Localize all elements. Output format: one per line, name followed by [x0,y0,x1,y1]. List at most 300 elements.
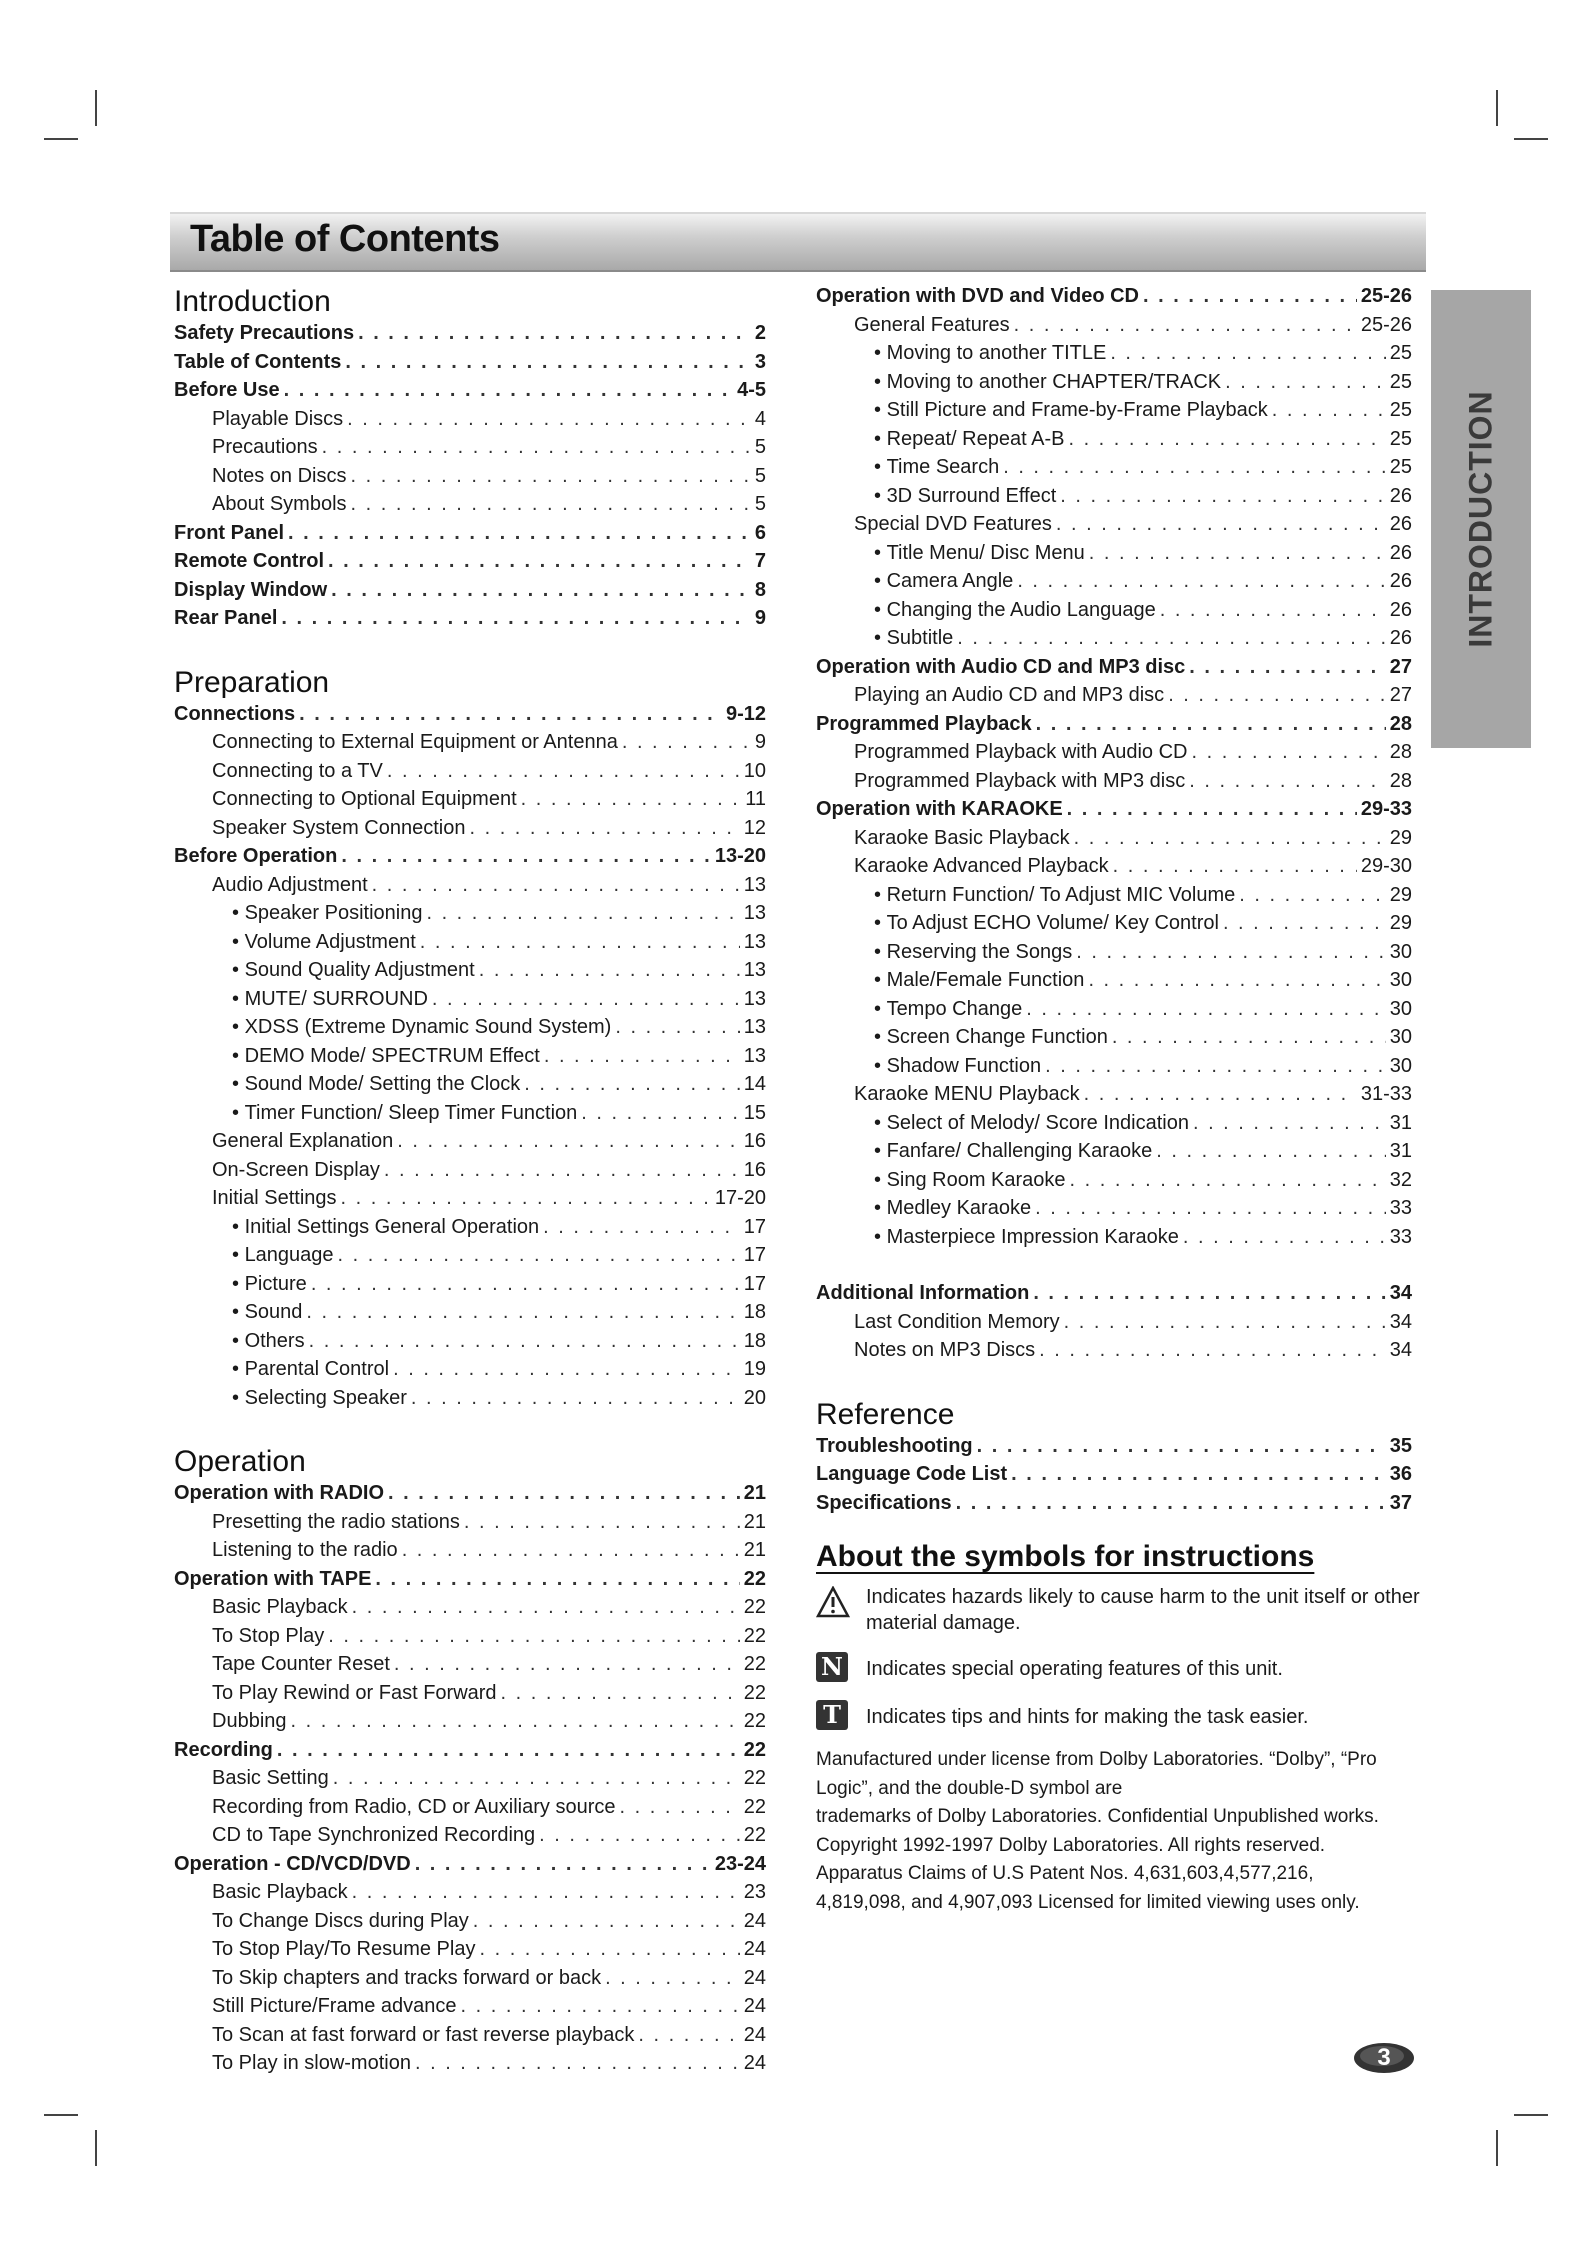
toc-entry[interactable] [174,1273,766,1302]
toc-dot-leader [1060,485,1385,508]
toc-entry-page: 36 [1389,1463,1412,1485]
toc-entry-page: 30 [1389,1026,1412,1048]
toc-entry-page: 23 [743,1881,766,1903]
toc-entry-title: Operation with Audio CD and MP3 disc [816,655,1186,678]
toc-entry[interactable] [816,285,1412,314]
toc-entry-page: 13 [743,959,766,981]
toc-entry-title: Connecting to Optional Equipment [212,788,517,810]
toc-entry[interactable] [174,1910,766,1939]
toc-entry-title: On-Screen Display [212,1158,380,1181]
toc-entry[interactable] [174,845,766,874]
toc-dot-leader [1003,456,1386,479]
toc-entry-page: 26 [1389,513,1412,535]
section-side-tab [1431,290,1531,748]
toc-entry[interactable] [816,1226,1412,1255]
toc-entry-title: Before Operation [174,845,338,867]
toc-entry-title: • Picture [232,1273,307,1296]
toc-entry-title: Initial Settings [212,1187,337,1209]
toc-dot-leader [638,2024,739,2047]
toc-entry[interactable] [816,1140,1412,1169]
toc-entry[interactable] [816,1055,1412,1084]
toc-dot-leader [1035,1197,1386,1220]
toc-entry[interactable] [174,1710,766,1739]
toc-entry-page: 3 [754,350,766,373]
toc-dot-leader [620,1796,740,1819]
toc-entry-title: To Change Discs during Play [212,1909,469,1932]
toc-entry[interactable] [174,1853,766,1882]
toc-section [174,285,766,636]
toc-section [816,1282,1412,1368]
symbol-row [816,1698,1424,1732]
toc-entry[interactable] [816,969,1412,998]
toc-entry[interactable] [174,1187,766,1216]
toc-entry-title: About Symbols [212,493,347,515]
toc-entry-page: 23-24 [714,1852,766,1875]
toc-entry-title: Safety Precautions [174,322,355,344]
symbols-section [816,1540,1424,1917]
side-tab-label: INTRODUCTION [1462,390,1499,648]
toc-dot-leader [1033,1282,1385,1305]
toc-section-heading: Introduction [174,285,331,318]
toc-dot-leader [277,1739,740,1762]
toc-entry-title: Additional Information [816,1282,1030,1304]
toc-entry-page: 14 [743,1073,766,1095]
toc-entry[interactable] [174,1482,766,1511]
toc-entry-page: 8 [754,578,766,601]
toc-entry[interactable] [174,1387,766,1416]
toc-dot-leader [1084,1083,1357,1106]
toc-left-column [174,285,766,2081]
page-number: 3 [1377,2044,1391,2071]
toc-entry[interactable] [174,1330,766,1359]
toc-dot-leader [521,788,742,811]
toc-dot-leader [1110,342,1385,365]
toc-entry-page: 17 [743,1215,766,1238]
crop-mark [95,90,97,126]
toc-entry-page: 27 [1389,655,1412,678]
toc-entry[interactable] [816,1492,1412,1521]
toc-entry-page: 32 [1389,1168,1412,1191]
toc-entry-title: • Masterpiece Impression Karaoke [874,1226,1179,1249]
toc-entry[interactable] [816,1197,1412,1226]
toc-entry[interactable] [174,902,766,931]
toc-entry[interactable] [174,579,766,608]
toc-entry-title: To Skip chapters and tracks forward or back [212,1966,602,1989]
toc-entry[interactable] [174,522,766,551]
toc-entry-page: 4-5 [737,379,766,401]
toc-dot-leader [352,1596,740,1619]
toc-entry[interactable] [174,379,766,408]
toc-entry[interactable] [816,513,1412,542]
toc-dot-leader [1168,684,1386,707]
toc-entry[interactable] [816,1435,1412,1464]
toc-entry-title: Operation with RADIO [174,1482,384,1504]
toc-entry-title: Listening to the radio [212,1539,398,1561]
toc-entry[interactable] [816,485,1412,514]
toc-entry[interactable] [816,656,1412,685]
dolby-line: Manufactured under license from Dolby Laboratories. “Dolby”, “Pro [816,1749,1377,1770]
toc-dot-leader [1156,1140,1385,1163]
toc-dot-leader [615,1016,739,1039]
toc-entry-title: Basic Playback [212,1596,348,1618]
toc-entry-page: 13 [743,1044,766,1067]
toc-entry-title: • MUTE/ SURROUND [232,988,428,1011]
toc-entry-page: 25 [1389,456,1412,478]
toc-entry-title: Operation with KARAOKE [816,798,1063,820]
toc-entry-page: 13 [743,987,766,1010]
toc-dot-leader [1067,798,1357,821]
toc-entry[interactable] [174,465,766,494]
symbol-row [816,1584,1424,1636]
toc-entry-title: • Moving to another TITLE [874,342,1106,365]
toc-entry-title: Table of Contents [174,350,342,373]
toc-entry[interactable] [816,713,1412,742]
toc-entry-page: 13 [743,873,766,896]
toc-entry-title: • Sound Mode/ Setting the Clock [232,1073,520,1096]
toc-entry-page: 17 [743,1272,766,1295]
toc-entry-title: • Subtitle [874,627,953,650]
toc-entry-title: • Selecting Speaker [232,1387,407,1410]
toc-dot-leader [1074,827,1386,850]
toc-entry[interactable] [816,884,1412,913]
toc-entry[interactable] [816,399,1412,428]
toc-entry[interactable] [174,493,766,522]
toc-entry-title: • Timer Function/ Sleep Timer Function [232,1102,577,1125]
toc-entry[interactable] [174,1159,766,1188]
toc-entry-title: Karaoke Basic Playback [854,826,1070,849]
toc-dot-leader [1064,1311,1386,1334]
toc-entry[interactable] [174,1539,766,1568]
toc-entry-page: 18 [743,1329,766,1352]
toc-entry[interactable] [816,798,1412,827]
toc-entry[interactable] [174,1073,766,1102]
toc-dot-leader [1056,513,1386,536]
toc-entry-title: Operation - CD/VCD/DVD [174,1852,411,1875]
toc-entry[interactable] [174,436,766,465]
toc-entry[interactable] [174,1625,766,1654]
toc-entry-title: Remote Control [174,550,324,572]
toc-entry[interactable] [174,1824,766,1853]
toc-entry-page: 22 [743,1624,766,1647]
toc-entry[interactable] [174,1358,766,1387]
toc-entry[interactable] [174,1967,766,1996]
toc-entry[interactable] [174,2024,766,2053]
toc-entry-title: • Repeat/ Repeat A-B [874,428,1064,451]
toc-entry[interactable] [816,1339,1412,1368]
toc-dot-leader [351,493,751,516]
toc-entry[interactable] [816,428,1412,457]
crop-mark [44,2114,78,2116]
crop-mark [95,2130,97,2166]
toc-entry-page: 24 [743,1966,766,1989]
toc-entry[interactable] [816,684,1412,713]
toc-dot-leader [1223,912,1386,935]
toc-entry-page: 33 [1389,1197,1412,1219]
toc-entry[interactable] [174,1130,766,1159]
toc-entry[interactable] [174,1511,766,1540]
toc-dot-leader [1068,428,1385,451]
toc-entry-title: Basic Setting [212,1767,329,1789]
toc-entry-page: 13 [743,1016,766,1038]
toc-entry[interactable] [174,874,766,903]
toc-entry-page: 11 [745,788,766,810]
toc-dot-leader [544,1045,740,1068]
toc-entry-page: 31-33 [1360,1083,1412,1105]
toc-entry-title: Recording [174,1738,273,1761]
toc-entry[interactable] [174,1016,766,1045]
toc-entry-page: 30 [1389,969,1412,991]
toc-entry[interactable] [816,827,1412,856]
toc-dot-leader [291,1710,740,1733]
toc-dot-leader [309,1330,740,1353]
toc-entry-title: • Fanfare/ Challenging Karaoke [874,1140,1152,1163]
toc-entry[interactable] [816,998,1412,1027]
toc-section [174,666,766,1416]
toc-entry-title: Connections [174,702,296,725]
toc-entry[interactable] [174,607,766,636]
toc-dot-leader [338,1244,740,1267]
toc-dot-leader [461,1995,740,2018]
toc-entry[interactable] [816,371,1412,400]
toc-entry[interactable] [174,351,766,380]
toc-dot-leader [479,959,740,982]
toc-dot-leader [1039,1339,1386,1362]
toc-section [174,1445,766,2081]
dolby-notice [816,1746,1424,1917]
toc-entry-title: Front Panel [174,521,285,544]
toc-entry-title: Connecting to a TV [212,759,383,782]
toc-entry[interactable] [174,931,766,960]
toc-entry-page: 16 [743,1158,766,1181]
toc-entry-page: 26 [1389,570,1412,592]
toc-entry[interactable] [816,1112,1412,1141]
toc-dot-leader [288,522,751,545]
toc-entry-page: 4 [754,407,766,430]
toc-entry[interactable] [816,599,1412,628]
toc-entry-page: 25-26 [1360,285,1412,307]
toc-dot-leader [1160,599,1386,622]
toc-entry-page: 25 [1389,399,1412,421]
toc-dot-leader [1076,941,1386,964]
toc-dot-leader [432,988,740,1011]
toc-entry[interactable] [174,1596,766,1625]
toc-section [816,1398,1412,1521]
toc-entry[interactable] [174,408,766,437]
toc-dot-leader [351,465,751,488]
toc-entry[interactable] [816,741,1412,770]
toc-entry-title: To Play Rewind or Fast Forward [212,1681,497,1704]
toc-entry-page: 10 [743,759,766,782]
toc-entry[interactable] [174,2052,766,2081]
toc-entry-page: 18 [743,1301,766,1323]
toc-entry-title: • Initial Settings General Operation [232,1216,539,1239]
toc-entry-page: 26 [1389,484,1412,507]
toc-entry-title: • 3D Surround Effect [874,485,1056,508]
toc-entry-title: • XDSS (Extreme Dynamic Sound System) [232,1016,611,1039]
toc-entry-page: 25-26 [1360,313,1412,336]
toc-dot-leader [372,874,740,897]
toc-dot-leader [420,931,740,954]
toc-dot-leader [393,1358,740,1381]
toc-entry[interactable] [174,760,766,789]
toc-entry[interactable] [174,1045,766,1074]
crop-mark [44,138,78,140]
toc-dot-leader [1183,1226,1386,1249]
toc-entry-title: • Still Picture and Frame-by-Frame Playback [874,399,1268,422]
toc-entry-title: • Medley Karaoke [874,1197,1031,1220]
toc-entry[interactable] [174,1682,766,1711]
crop-mark [1514,138,1548,140]
toc-entry-page: 29 [1389,883,1412,906]
toc-entry[interactable] [174,322,766,351]
toc-entry[interactable] [816,855,1412,884]
symbol-description: Indicates special operating features of this unit. [866,1658,1283,1680]
toc-entry-title: Rear Panel [174,607,278,629]
toc-entry-page: 22 [743,1710,766,1732]
toc-entry-title: Programmed Playback [816,712,1032,735]
toc-entry-title: Programmed Playback with Audio CD [854,741,1188,763]
toc-entry[interactable] [174,959,766,988]
toc-entry[interactable] [816,627,1412,656]
toc-dot-leader [402,1539,740,1562]
toc-dot-leader [387,760,740,783]
toc-entry-title: Operation with DVD and Video CD [816,285,1139,307]
toc-dot-leader [397,1130,740,1153]
toc-entry[interactable] [816,542,1412,571]
toc-entry-page: 25 [1389,370,1412,393]
toc-dot-leader [1113,855,1357,878]
toc-entry[interactable] [816,1311,1412,1340]
crop-mark [1514,2114,1548,2116]
toc-entry-title: Before Use [174,379,280,401]
toc-entry-title: Special DVD Features [854,513,1052,535]
toc-entry[interactable] [174,1767,766,1796]
crop-mark [1496,90,1498,126]
toc-dot-leader [284,379,733,402]
toc-entry-page: 24 [743,1995,766,2017]
toc-dot-leader [469,817,739,840]
toc-entry-page: 28 [1389,769,1412,792]
toc-dot-leader [331,579,751,602]
toc-dot-leader [1143,285,1357,308]
toc-entry-page: 22 [743,1767,766,1789]
toc-entry[interactable] [174,1995,766,2024]
toc-entry-title: • Select of Melody/ Score Indication [874,1112,1189,1135]
toc-entry-page: 21 [743,1482,766,1504]
symbol-description: Indicates hazards likely to cause harm to the unit itself or other material damage. [866,1586,1420,1634]
toc-entry[interactable] [174,1216,766,1245]
toc-entry[interactable] [816,570,1412,599]
toc-entry-page: 15 [743,1101,766,1124]
toc-entry[interactable] [816,770,1412,799]
toc-entry-title: • Screen Change Function [874,1026,1108,1049]
toc-entry-title: • Return Function/ To Adjust MIC Volume [874,884,1235,907]
toc-entry[interactable] [174,703,766,732]
toc-entry[interactable] [174,1244,766,1273]
toc-dot-leader [358,322,751,345]
toc-dot-leader [341,845,710,868]
toc-entry-page: 13-20 [714,845,766,867]
toc-entry[interactable] [174,1796,766,1825]
toc-entry-page: 35 [1389,1434,1412,1457]
toc-entry[interactable] [816,912,1412,941]
toc-entry-title: To Stop Play [212,1624,325,1647]
toc-entry-title: • Changing the Audio Language [874,599,1156,622]
dolby-line: Copyright 1992-1997 Dolby Laboratories. All rights reserved. [816,1834,1326,1856]
toc-entry-title: Specifications [816,1491,952,1514]
toc-entry-title: CD to Tape Synchronized Recording [212,1824,536,1846]
toc-entry-title: • Reserving the Songs [874,941,1072,964]
toc-entry-page: 22 [743,1596,766,1618]
toc-dot-leader [1045,1055,1386,1078]
toc-entry[interactable] [174,788,766,817]
toc-entry-title: Speaker System Connection [212,816,466,839]
toc-entry[interactable] [174,1102,766,1131]
toc-dot-leader [341,1187,711,1210]
toc-entry-title: Language Code List [816,1463,1008,1485]
toc-section-heading: Preparation [174,665,330,699]
toc-entry[interactable] [174,1653,766,1682]
toc-entry-title: • Male/Female Function [874,969,1084,992]
toc-dot-leader [388,1482,740,1505]
toc-entry-page: 24 [743,1909,766,1932]
toc-entry[interactable] [816,1463,1412,1492]
toc-entry[interactable] [816,1083,1412,1112]
toc-dot-leader [1239,884,1385,907]
toc-entry-title: Notes on MP3 Discs [854,1339,1036,1361]
toc-entry[interactable] [174,1938,766,1967]
toc-dot-leader [956,1492,1386,1515]
toc-entry-page: 26 [1389,598,1412,621]
toc-entry[interactable] [816,941,1412,970]
toc-entry-title: General Explanation [212,1130,394,1152]
toc-dot-leader [1225,371,1386,394]
toc-entry[interactable] [174,731,766,760]
toc-entry-page: 30 [1389,940,1412,963]
toc-entry-title: Display Window [174,578,328,601]
symbols-heading: About the symbols for instructions [816,1540,1315,1573]
toc-dot-leader [281,607,750,630]
toc-entry-title: • Volume Adjustment [232,931,416,954]
toc-entry[interactable] [174,1881,766,1910]
toc-section [816,285,1412,1254]
toc-entry[interactable] [174,817,766,846]
toc-entry[interactable] [816,314,1412,343]
toc-entry[interactable] [816,1169,1412,1198]
toc-entry[interactable] [816,1026,1412,1055]
toc-entry-page: 34 [1389,1339,1412,1361]
toc-entry-title: • Sing Room Karaoke [874,1169,1066,1192]
toc-entry[interactable] [816,1282,1412,1311]
toc-entry-page: 21 [743,1510,766,1533]
toc-entry-title: Playing an Audio CD and MP3 disc [854,684,1165,706]
toc-dot-leader [473,1910,740,1933]
toc-entry[interactable] [174,550,766,579]
toc-entry[interactable] [174,1568,766,1597]
toc-entry[interactable] [816,456,1412,485]
tip-t-glyph: T [816,1700,848,1730]
toc-entry-title: • Others [232,1330,305,1353]
toc-section-heading: Operation [174,1445,306,1478]
toc-dot-leader [977,1435,1386,1458]
toc-entry[interactable] [174,1301,766,1330]
toc-entry[interactable] [174,1739,766,1768]
dolby-line: 4,819,098, and 4,907,093 Licensed for limited viewing uses only. [816,1891,1360,1913]
toc-entry[interactable] [816,342,1412,371]
toc-entry[interactable] [174,988,766,1017]
toc-dot-leader [1011,1463,1386,1486]
toc-entry-title: Programmed Playback with MP3 disc [854,769,1186,792]
